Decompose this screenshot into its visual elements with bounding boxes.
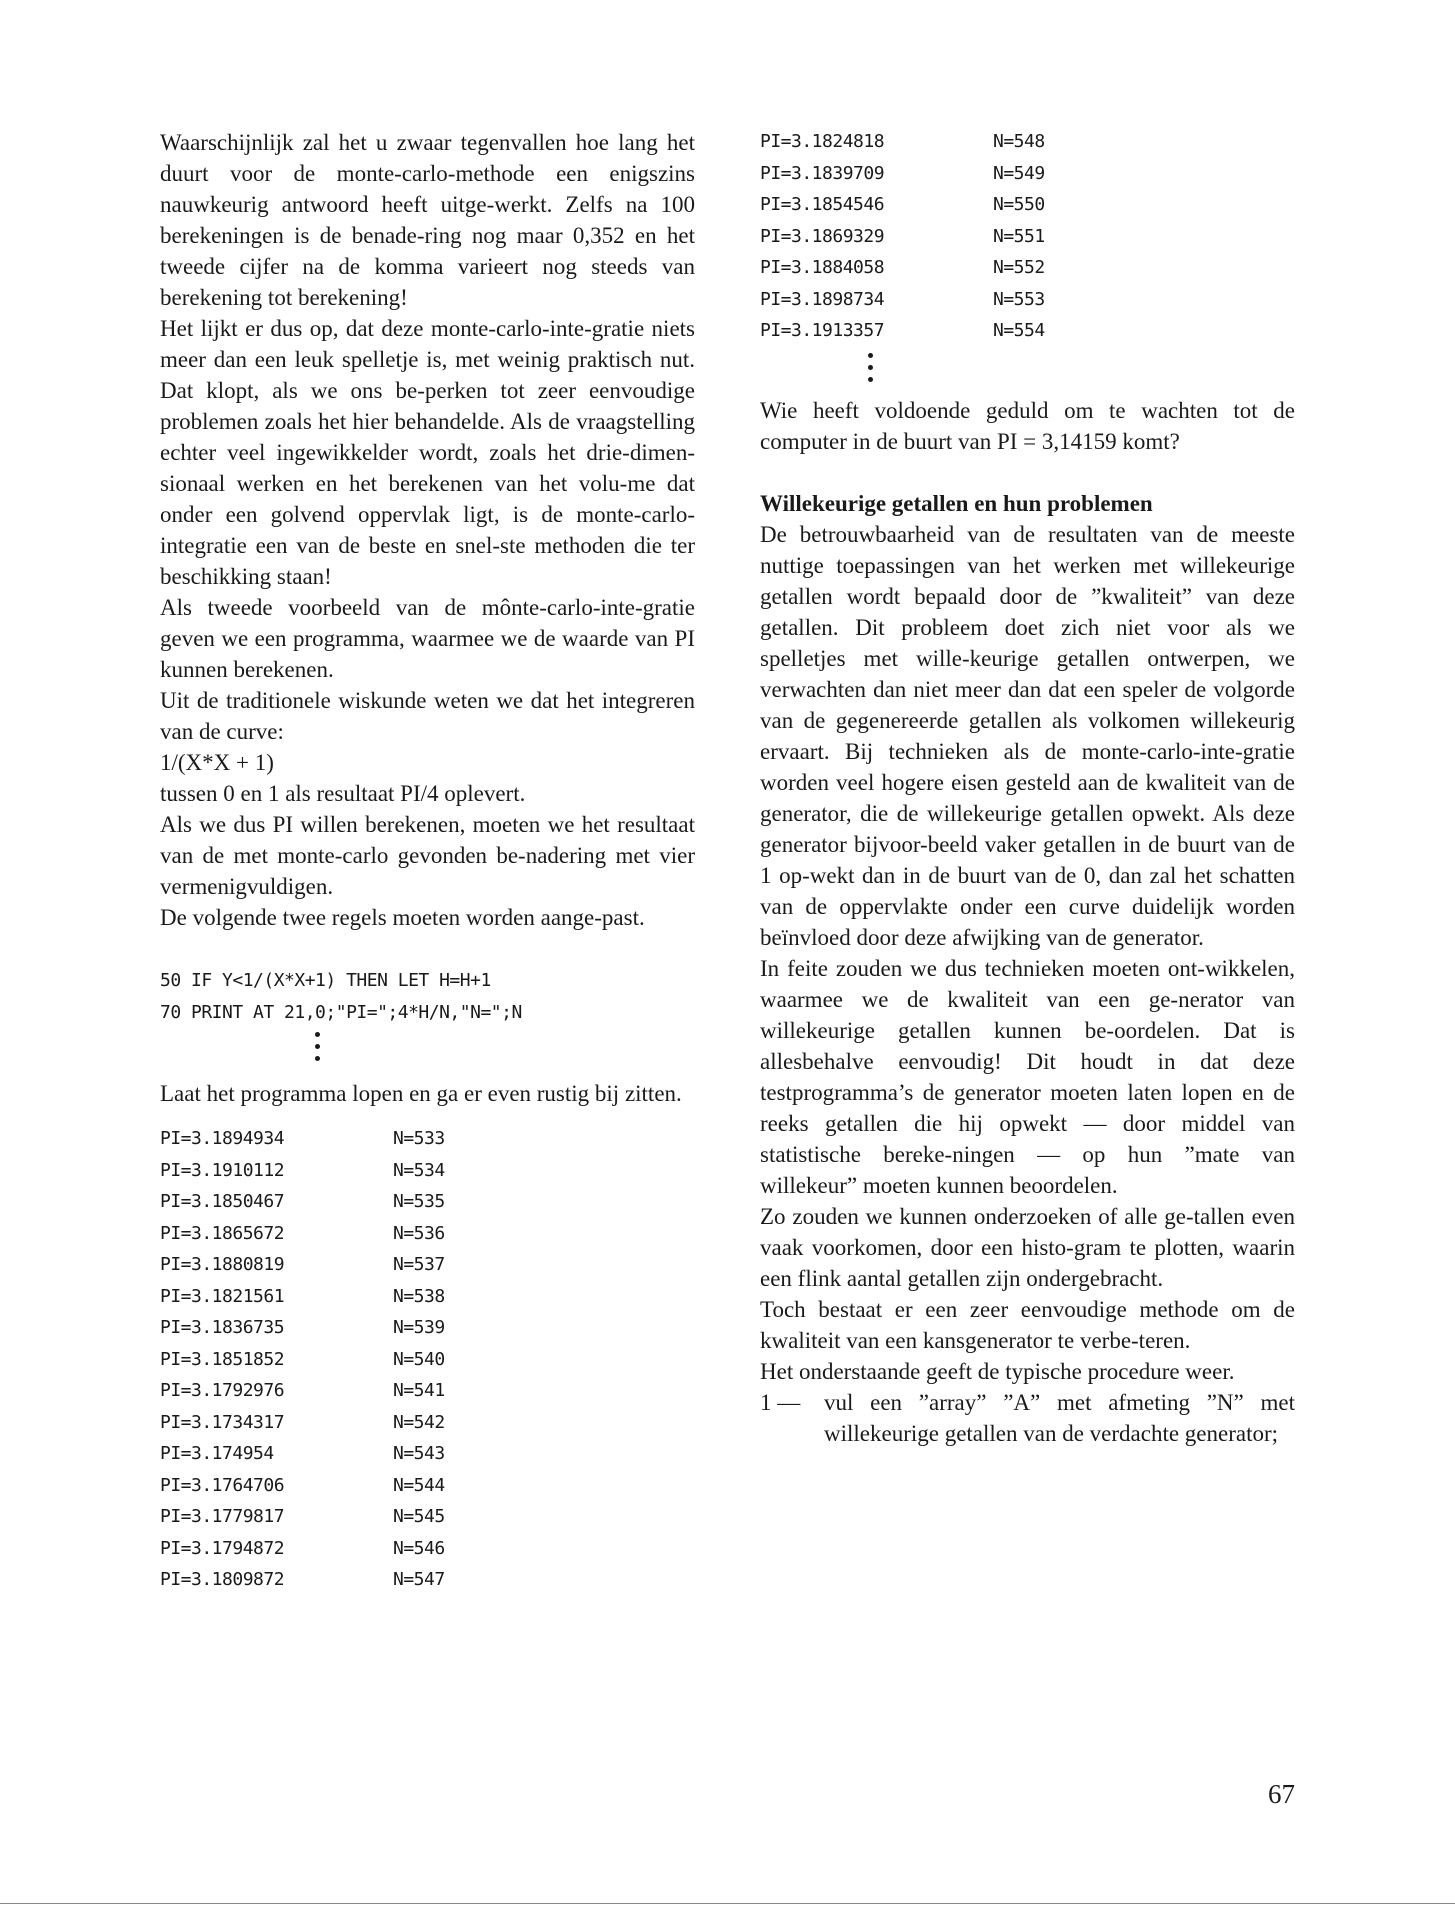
n-value: N=535 bbox=[393, 1191, 445, 1212]
pi-value: PI=3.1764706 bbox=[160, 1474, 285, 1496]
pi-value: PI=3.1839709 bbox=[760, 162, 885, 184]
table-row bbox=[160, 1218, 695, 1250]
paragraph: Laat het programma lopen en ga er even rustig bij zitten. bbox=[160, 1081, 682, 1106]
dot bbox=[315, 1032, 320, 1037]
pi-value: PI=3.1913357 bbox=[760, 320, 885, 341]
left-column bbox=[160, 127, 695, 1596]
pi-value: PI=3.1836735 bbox=[160, 1317, 285, 1338]
table-row bbox=[160, 1155, 695, 1187]
table-row bbox=[160, 1533, 695, 1565]
table-row bbox=[160, 1312, 695, 1344]
n-value: N=533 bbox=[393, 1128, 445, 1149]
pi-value: PI=3.1910112 bbox=[160, 1159, 285, 1181]
table-row bbox=[160, 1123, 695, 1155]
formula: 1/(X*X + 1) bbox=[160, 750, 274, 775]
n-value: N=534 bbox=[393, 1159, 445, 1181]
continuation-dots bbox=[160, 1028, 695, 1068]
n-value: N=539 bbox=[393, 1317, 445, 1338]
pi-value: PI=3.1794872 bbox=[160, 1537, 285, 1559]
dot bbox=[315, 1056, 320, 1061]
paragraph: In feite zouden we dus technieken moeten ont-wikkelen, waarmee we de kwaliteit van een ge-nerator van willekeurige getallen kunnen be-oordelen. Dat is allesbehalve eenvoudig! Dit houdt in dat deze testprogramma’s de generator moeten laten lopen en de reeks getallen die hij opwekt — door middel van statistische bereke-ningen — op hun ”mate van willekeur” moeten kunnen beoordelen. bbox=[760, 955, 1295, 1198]
n-value: N=537 bbox=[393, 1254, 445, 1275]
pi-value: PI=3.1880819 bbox=[160, 1254, 285, 1275]
n-value: N=540 bbox=[393, 1348, 445, 1370]
pi-value: PI=3.174954 bbox=[160, 1443, 274, 1464]
table-row bbox=[760, 126, 1295, 158]
table-row bbox=[160, 1249, 695, 1281]
paragraph: Zo zouden we kunnen onderzoeken of alle ge-tallen even vaak voorkomen, door een histo-gram te plotten, waarin een flink aantal getallen zijn ondergebracht. bbox=[760, 1203, 1295, 1291]
code-listing bbox=[160, 965, 695, 1028]
table-row bbox=[160, 1375, 695, 1407]
n-value: N=538 bbox=[393, 1285, 445, 1307]
n-value: N=553 bbox=[993, 288, 1045, 310]
table-row bbox=[160, 1501, 695, 1533]
section-heading: Willekeurige getallen en hun problemen bbox=[760, 490, 1153, 516]
table-row bbox=[760, 252, 1295, 284]
n-value: N=541 bbox=[393, 1380, 445, 1401]
list-number: 1 — bbox=[760, 1389, 801, 1415]
dot bbox=[868, 353, 873, 358]
pi-value: PI=3.1821561 bbox=[160, 1285, 285, 1307]
pi-value: PI=3.1884058 bbox=[760, 257, 885, 278]
list-item bbox=[760, 1387, 1295, 1449]
code-line: 70 PRINT AT 21,0;"PI=";4*H/N,"N=";N bbox=[160, 1001, 522, 1023]
pi-value: PI=3.1734317 bbox=[160, 1411, 285, 1433]
paragraph: Uit de traditionele wiskunde weten we dat het integreren van de curve: bbox=[160, 688, 695, 744]
dot bbox=[868, 377, 873, 382]
table-row bbox=[160, 1564, 695, 1596]
output-table bbox=[160, 1123, 695, 1596]
table-row bbox=[160, 1438, 695, 1470]
pi-value: PI=3.1851852 bbox=[160, 1348, 285, 1370]
pi-value: PI=3.1854546 bbox=[760, 194, 885, 215]
dot bbox=[868, 365, 873, 370]
table-row bbox=[160, 1407, 695, 1439]
paragraph: Als tweede voorbeeld van de mônte-carlo-inte-gratie geven we een programma, waarmee we de waarde van PI kunnen berekenen. bbox=[160, 595, 695, 682]
dot bbox=[315, 1044, 320, 1049]
table-row bbox=[160, 1281, 695, 1313]
table-row bbox=[760, 284, 1295, 316]
pi-value: PI=3.1869329 bbox=[760, 225, 885, 247]
paragraph: Toch bestaat er een zeer eenvoudige methode om de kwaliteit van een kansgenerator te verbe-teren. bbox=[760, 1296, 1295, 1353]
table-row bbox=[760, 158, 1295, 190]
paragraph: Als we dus PI willen berekenen, moeten we het resultaat van de met monte-carlo gevonden be-nadering met vier vermenigvuldigen. bbox=[160, 812, 695, 899]
n-value: N=546 bbox=[393, 1537, 445, 1559]
n-value: N=551 bbox=[993, 225, 1045, 247]
footer-rule bbox=[0, 1903, 1455, 1904]
pi-value: PI=3.1809872 bbox=[160, 1569, 285, 1590]
code-line: 50 IF Y<1/(X*X+1) THEN LET H=H+1 bbox=[160, 970, 491, 991]
n-value: N=543 bbox=[393, 1443, 445, 1464]
table-row bbox=[160, 1470, 695, 1502]
continuation-dots bbox=[760, 347, 1295, 393]
n-value: N=547 bbox=[393, 1569, 445, 1590]
table-row bbox=[760, 221, 1295, 253]
table-row bbox=[760, 315, 1295, 347]
n-value: N=554 bbox=[993, 320, 1045, 341]
table-row bbox=[760, 189, 1295, 221]
n-value: N=545 bbox=[393, 1506, 445, 1527]
pi-value: PI=3.1894934 bbox=[160, 1128, 285, 1149]
paragraph: Wie heeft voldoende geduld om te wachten tot de computer in de buurt van PI = 3,14159 komt? bbox=[760, 397, 1295, 454]
n-value: N=548 bbox=[993, 131, 1045, 152]
paragraph: De volgende twee regels moeten worden aange-past. bbox=[160, 905, 645, 930]
pi-value: PI=3.1779817 bbox=[160, 1506, 285, 1527]
output-table bbox=[760, 126, 1295, 347]
pi-value: PI=3.1898734 bbox=[760, 288, 885, 310]
pi-value: PI=3.1865672 bbox=[160, 1222, 285, 1244]
pi-value: PI=3.1850467 bbox=[160, 1191, 285, 1212]
page-number: 67 bbox=[1268, 1779, 1295, 1809]
paragraph: Het onderstaande geeft de typische procedure weer. bbox=[760, 1358, 1235, 1384]
n-value: N=536 bbox=[393, 1222, 445, 1244]
n-value: N=544 bbox=[393, 1474, 445, 1496]
n-value: N=549 bbox=[993, 162, 1045, 184]
pi-value: PI=3.1792976 bbox=[160, 1380, 285, 1401]
paragraph: Het lijkt er dus op, dat deze monte-carlo-inte-gratie niets meer dan een leuk spelletje is, met weinig praktisch nut. Dat klopt, als we ons be-perken tot zeer eenvoudige problemen zoals het hier behandelde. Als de vraagstelling echter veel ingewikkelder wordt, zoals het drie-dimen-sionaal werken en het berekenen van het volu-me dat onder een golvend oppervlak ligt, is de monte-carlo-integratie een van de beste en snel-ste methoden die ter beschikking staan! bbox=[160, 316, 695, 589]
paragraph: tussen 0 en 1 als resultaat PI/4 oplevert. bbox=[160, 781, 526, 806]
table-row bbox=[160, 1186, 695, 1218]
paragraph: Waarschijnlijk zal het u zwaar tegenvallen hoe lang het duurt voor de monte-carlo-methode een enigszins nauwkeurig antwoord heeft uitge-werkt. Zelfs na 100 berekeningen is de benade-ring nog maar 0,352 en het tweede cijfer na de komma varieert nog steeds van berekening tot berekening! bbox=[160, 130, 695, 310]
n-value: N=552 bbox=[993, 257, 1045, 278]
right-column bbox=[760, 127, 1295, 1449]
pi-value: PI=3.1824818 bbox=[760, 131, 885, 152]
n-value: N=550 bbox=[993, 194, 1045, 215]
paragraph: De betrouwbaarheid van de resultaten van de meeste nuttige toepassingen van het werken met willekeurige getallen wordt bepaald door de ”kwaliteit” van deze getallen. Dit probleem doet zich niet voor als we spelletjes met wille-keurige getallen ontwerpen, we verwachten dan niet meer dan dat een speler de volgorde van de gegenereerde getallen als volkomen willekeurig ervaart. Bij technieken als de monte-carlo-inte-gratie worden veel hogere eisen gesteld aan de kwaliteit van de generator, die de willekeurige getallen opwekt. Als deze generator bijvoor-beeld vaker getallen in de buurt van de 1 op-wekt dan in de buurt van de 0, dan zal het schatten van de oppervlakte onder een curve duidelijk worden beïnvloed door deze afwijking van de generator. bbox=[760, 521, 1295, 950]
n-value: N=542 bbox=[393, 1411, 445, 1433]
table-row bbox=[160, 1344, 695, 1376]
list-text: vul een ”array” ”A” met afmeting ”N” met willekeurige getallen van de verdachte generator; bbox=[824, 1389, 1295, 1446]
